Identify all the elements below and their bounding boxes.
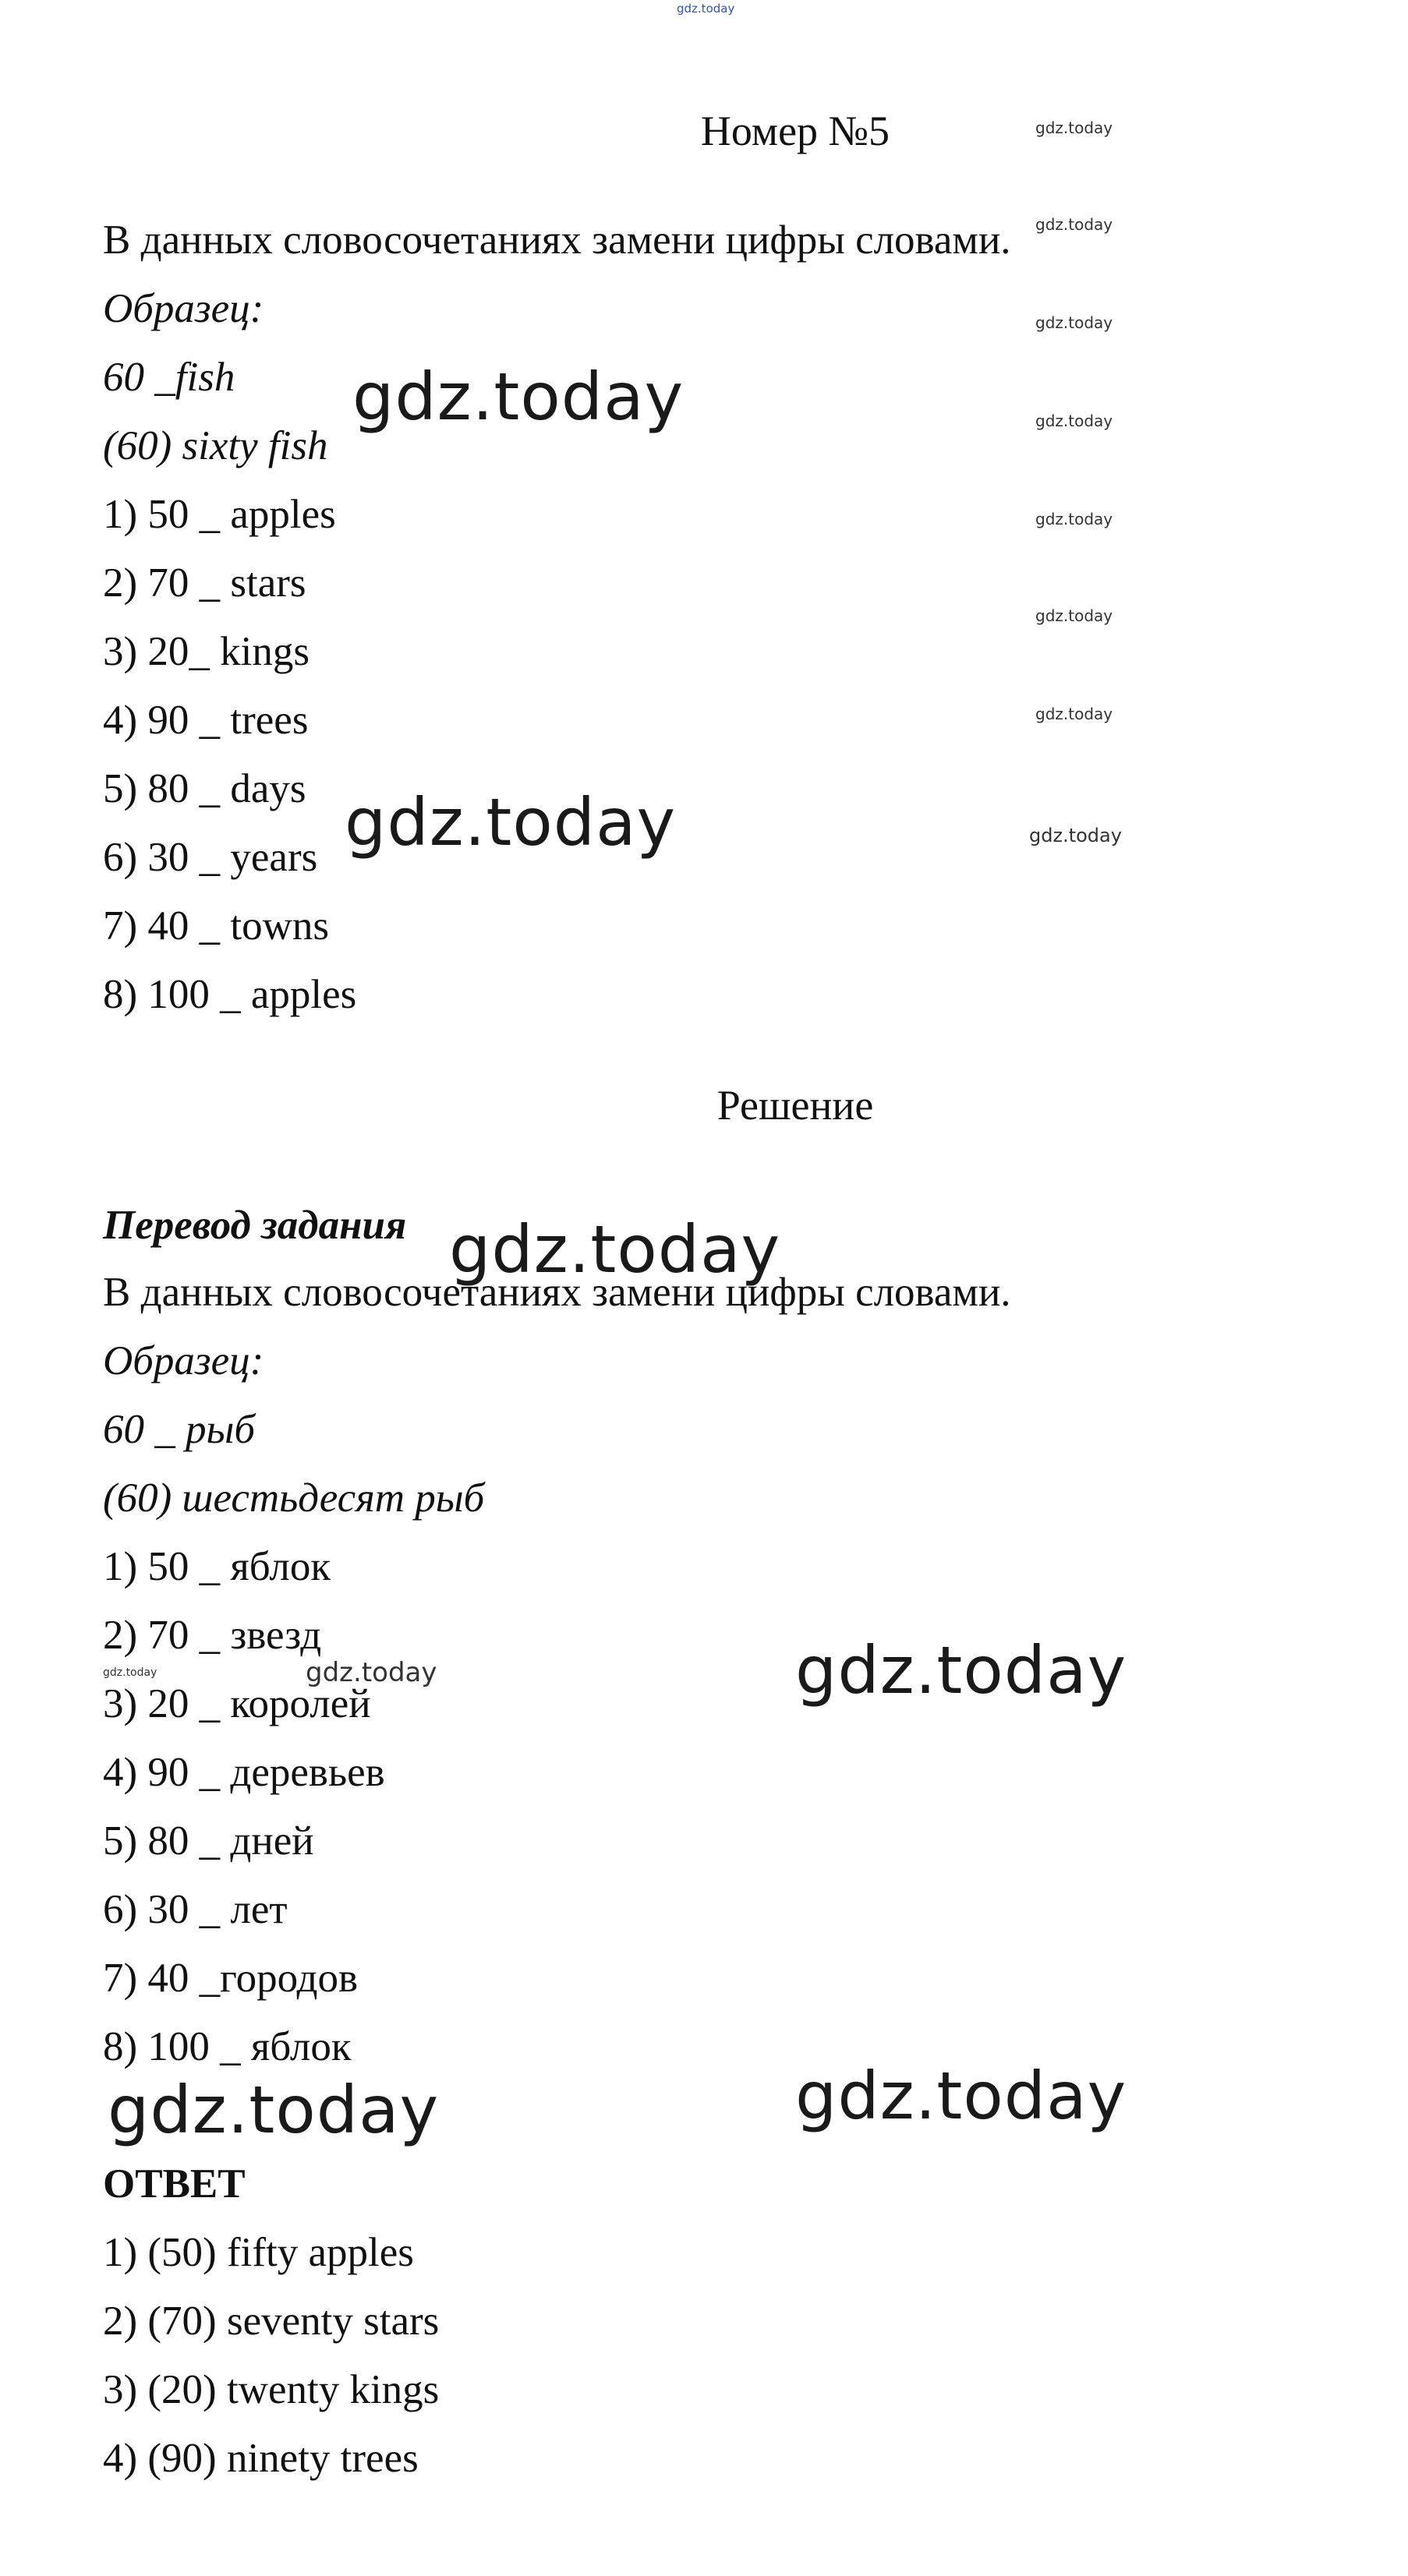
solution-sample-line2: (60) шестьдесят рыб — [103, 1475, 485, 1521]
task-item: 2) 70 _ stars — [103, 560, 306, 606]
solution-item: 2) 70 _ звезд — [103, 1613, 322, 1658]
watermark-large: gdz.today — [795, 2058, 1127, 2134]
solution-heading: Решение — [716, 1082, 874, 1129]
watermark-large: gdz.today — [795, 1632, 1127, 1708]
watermark-large: gdz.today — [449, 1211, 781, 1288]
watermark: gdz.today — [103, 1666, 157, 1679]
watermark: gdz.today — [1035, 313, 1113, 332]
task-instruction: В данных словосочетаниях замени цифры словами. — [103, 217, 1011, 263]
solution-sample-label: Образец: — [103, 1338, 264, 1383]
solution-sample-line1: 60 _ рыб — [103, 1407, 256, 1452]
task-sample-line1: 60 _fish — [103, 355, 235, 400]
answer-label: ОТВЕТ — [103, 2161, 246, 2207]
task-item: 3) 20_ kings — [103, 629, 310, 674]
task-item: 5) 80 _ days — [103, 766, 306, 811]
watermark: gdz.today — [1035, 412, 1113, 430]
solution-item: 8) 100 _ яблок — [103, 2024, 352, 2069]
watermark: gdz.today — [1035, 705, 1113, 723]
watermark: gdz.today — [1035, 606, 1113, 625]
answer-item: 2) (70) seventy stars — [103, 2299, 440, 2344]
task-sample-label: Образец: — [103, 286, 264, 331]
translation-label: Перевод задания — [103, 1203, 407, 1248]
solution-item: 1) 50 _ яблок — [103, 1544, 331, 1589]
task-item: 7) 40 _ towns — [103, 903, 330, 949]
task-item: 6) 30 _ years — [103, 835, 318, 880]
task-item: 4) 90 _ trees — [103, 698, 309, 743]
solution-item: 5) 80 _ дней — [103, 1818, 314, 1864]
solution-instruction: В данных словосочетаниях замени цифры словами. — [103, 1270, 1011, 1315]
watermark: gdz.today — [1029, 825, 1122, 846]
watermark: gdz.today — [1035, 118, 1113, 137]
watermark-large: gdz.today — [108, 2072, 440, 2148]
solution-item: 4) 90 _ деревьев — [103, 1750, 385, 1795]
solution-item: 3) 20 _ королей — [103, 1681, 371, 1726]
watermark-top: gdz.today — [677, 2, 735, 16]
solution-item: 6) 30 _ лет — [103, 1887, 288, 1932]
page-title: Номер №5 — [700, 108, 890, 154]
watermark: gdz.today — [1035, 215, 1113, 234]
answer-item: 3) (20) twenty kings — [103, 2367, 440, 2412]
answer-item: 4) (90) ninety trees — [103, 2436, 419, 2481]
task-item: 8) 100 _ apples — [103, 972, 357, 1017]
solution-item: 7) 40 _городов — [103, 1956, 359, 2001]
task-item: 1) 50 _ apples — [103, 492, 336, 537]
watermark-large: gdz.today — [352, 359, 685, 435]
answer-item: 1) (50) fifty apples — [103, 2230, 414, 2275]
watermark: gdz.today — [1035, 510, 1113, 528]
task-sample-line2: (60) sixty fish — [103, 423, 328, 468]
watermark-large: gdz.today — [345, 784, 677, 860]
watermark: gdz.today — [306, 1657, 437, 1688]
